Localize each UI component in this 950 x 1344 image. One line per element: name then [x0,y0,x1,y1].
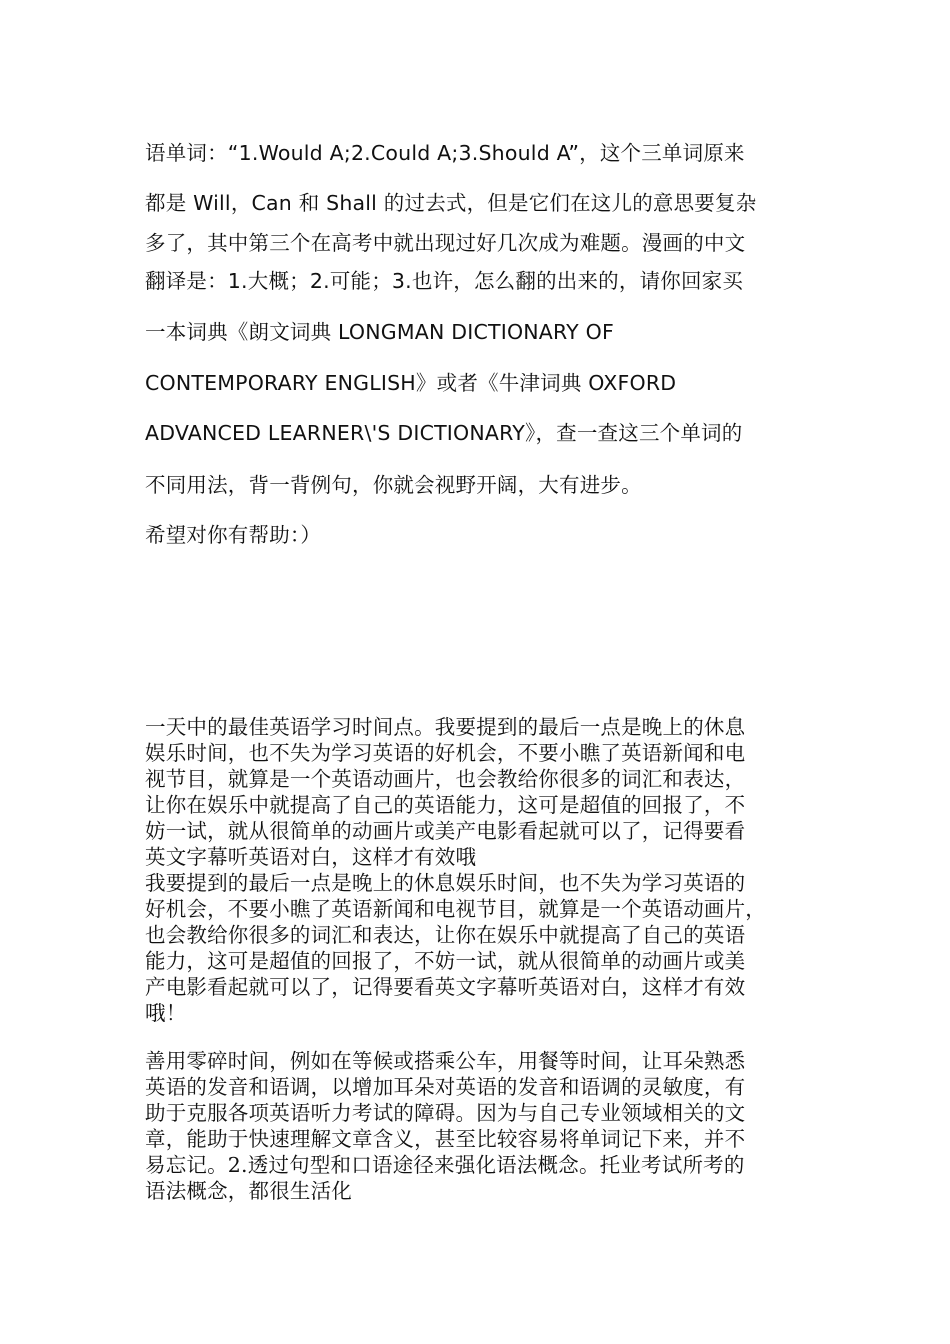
text-line: 能力，这可是超值的回报了，不妨一试，就从很简单的动画片或美 [145,949,746,973]
text-line: 助于克服各项英语听力考试的障碍。因为与自己专业领域相关的文 [145,1101,746,1125]
text-line: 妨一试，就从很简单的动画片或美产电影看起就可以了，记得要看 [145,819,746,843]
text-line: CONTEMPORARY ENGLISH》或者《牛津词典 OXFORD [145,371,677,395]
text-line: 易忘记。2.透过句型和口语途径来强化语法概念。托业考试所考的 [145,1153,745,1177]
text-line: 希望对你有帮助：） [145,523,322,547]
text-line: 英语的发音和语调，以增加耳朵对英语的发音和语调的灵敏度，有 [145,1075,746,1099]
text-line: 哦！ [145,1001,187,1025]
text-line: 一天中的最佳英语学习时间点。我要提到的最后一点是晚上的休息 [145,715,746,739]
text-line: 好机会，不要小瞧了英语新闻和电视节目，就算是一个英语动画片， [145,897,766,921]
text-line: 英文字幕听英语对白，这样才有效哦 [145,845,477,869]
text-line: 章，能助于快速理解文章含义，甚至比较容易将单词记下来，并不 [145,1127,746,1151]
text-line: 都是 Will，Can 和 Shall 的过去式，但是它们在这儿的意思要复杂 [145,191,757,215]
text-line: 让你在娱乐中就提高了自己的英语能力，这可是超值的回报了，不 [145,793,746,817]
text-line: ADVANCED LEARNER\'S DICTIONARY》，查一查这三个单词的 [145,421,743,445]
text-line: 一本词典《朗文词典 LONGMAN DICTIONARY OF [145,320,614,344]
text-line: 产电影看起就可以了，记得要看英文字幕听英语对白，这样才有效 [145,975,746,999]
text-line: 娱乐时间，也不失为学习英语的好机会，不要小瞧了英语新闻和电 [145,741,746,765]
text-line: 视节目，就算是一个英语动画片，也会教给你很多的词汇和表达， [145,767,746,791]
text-line: 语法概念，都很生活化 [145,1179,352,1203]
text-line: 语单词：“1.Would A;2.Could A;3.Should A”，这个三单词原来 [145,141,745,165]
text-line: 不同用法，背一背例句，你就会视野开阔，大有进步。 [145,473,642,497]
text-line: 我要提到的最后一点是晚上的休息娱乐时间，也不失为学习英语的 [145,871,746,895]
text-line: 善用零碎时间，例如在等候或搭乘公车，用餐等时间，让耳朵熟悉 [145,1049,746,1073]
text-line: 翻译是：1.大概；2.可能；3.也许，怎么翻的出来的，请你回家买 [145,269,744,293]
text-line: 也会教给你很多的词汇和表达，让你在娱乐中就提高了自己的英语 [145,923,746,947]
text-line: 多了，其中第三个在高考中就出现过好几次成为难题。漫画的中文 [145,231,746,255]
